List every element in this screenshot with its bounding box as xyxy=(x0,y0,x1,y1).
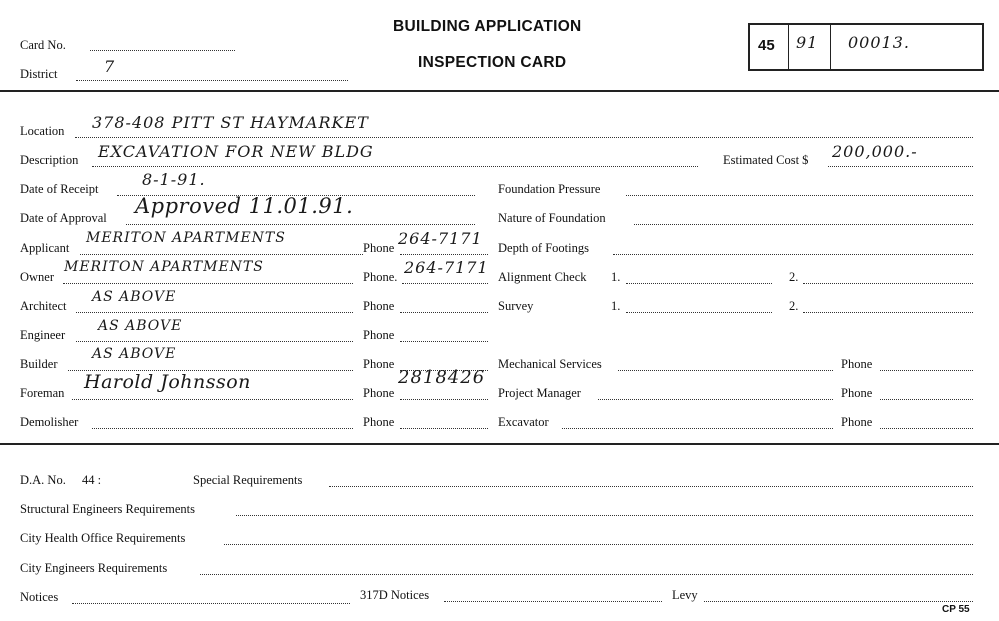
notices-317d-dotted-line xyxy=(444,601,662,602)
city-engineers-requirements-dotted-line xyxy=(200,574,973,575)
da-no-value: 44 : xyxy=(82,473,102,487)
excavator-label: Excavator xyxy=(498,415,549,429)
owner-phone-dotted-line xyxy=(402,283,488,284)
foundation-pressure-dotted-line xyxy=(626,195,973,196)
levy-label: Levy xyxy=(672,588,698,602)
estimated-cost-value: 200,000.- xyxy=(832,142,918,161)
project-manager-dotted-line xyxy=(598,399,833,400)
card-code-divider xyxy=(788,25,789,69)
foreman-label: Foreman xyxy=(20,386,65,400)
special-requirements-dotted-line xyxy=(329,486,973,487)
date-of-approval-label: Date of Approval xyxy=(20,211,107,225)
survey-1-dotted-line xyxy=(626,312,772,313)
excavator-phone-label: Phone xyxy=(841,415,873,429)
section-divider xyxy=(0,443,999,445)
location-dotted-line xyxy=(75,137,973,138)
date-of-receipt-label: Date of Receipt xyxy=(20,182,99,196)
alignment-check-number-2: 2. xyxy=(789,270,799,284)
nature-of-foundation-dotted-line xyxy=(634,224,973,225)
card-code-part3: 00013. xyxy=(848,33,910,52)
special-requirements-label: Special Requirements xyxy=(193,473,303,487)
survey-label: Survey xyxy=(498,299,534,313)
architect-phone-dotted-line xyxy=(400,312,488,313)
title-building-application: BUILDING APPLICATION xyxy=(393,18,582,35)
applicant-label: Applicant xyxy=(20,241,70,255)
description-value: EXCAVATION FOR NEW BLDG xyxy=(98,142,374,161)
owner-phone-value: 264-7171 xyxy=(404,258,489,277)
depth-of-footings-dotted-line xyxy=(613,254,973,255)
excavator-dotted-line xyxy=(562,428,833,429)
demolisher-phone-label: Phone xyxy=(363,415,395,429)
survey-number-1: 1. xyxy=(611,299,621,313)
levy-dotted-line xyxy=(704,601,973,602)
engineer-value: AS ABOVE xyxy=(98,318,183,334)
engineer-label: Engineer xyxy=(20,328,66,342)
section-divider xyxy=(0,90,999,92)
demolisher-label: Demolisher xyxy=(20,415,79,429)
foreman-dotted-line xyxy=(72,399,353,400)
card-code-part2: 91 xyxy=(796,33,819,52)
demolisher-dotted-line xyxy=(92,428,353,429)
card-no-dotted-line xyxy=(90,50,235,51)
architect-value: AS ABOVE xyxy=(92,289,177,305)
district-label: District xyxy=(20,67,58,81)
title-inspection-card: INSPECTION CARD xyxy=(418,54,567,71)
foreman-value: Harold Johnsson xyxy=(84,371,251,393)
description-label: Description xyxy=(20,153,79,167)
health-requirements-dotted-line xyxy=(224,544,973,545)
owner-dotted-line xyxy=(63,283,353,284)
alignment-check-2-dotted-line xyxy=(803,283,973,284)
city-engineers-requirements-label: City Engineers Requirements xyxy=(20,561,168,575)
foreman-phone-value: 2818426 xyxy=(398,367,486,388)
project-manager-label: Project Manager xyxy=(498,386,581,400)
mechanical-services-label: Mechanical Services xyxy=(498,357,602,371)
card-code-divider xyxy=(830,25,831,69)
date-of-approval-dotted-line xyxy=(126,224,475,225)
card-code-part1: 45 xyxy=(758,37,775,54)
builder-phone-label: Phone xyxy=(363,357,395,371)
owner-label: Owner xyxy=(20,270,55,284)
district-value: 7 xyxy=(104,57,116,76)
builder-label: Builder xyxy=(20,357,58,371)
date-of-receipt-value: 8-1-91. xyxy=(142,170,206,189)
estimated-cost-label: Estimated Cost $ xyxy=(723,153,809,167)
estimated-cost-dotted-line xyxy=(828,166,973,167)
form-code: CP 55 xyxy=(942,604,970,615)
applicant-value: MERITON APARTMENTS xyxy=(86,230,286,246)
owner-value: MERITON APARTMENTS xyxy=(64,259,264,275)
card-no-label: Card No. xyxy=(20,38,66,52)
health-requirements-label: City Health Office Requirements xyxy=(20,531,186,545)
survey-2-dotted-line xyxy=(803,312,973,313)
da-no-label: D.A. No. xyxy=(20,473,66,487)
mechanical-services-dotted-line xyxy=(618,370,833,371)
engineer-phone-dotted-line xyxy=(400,341,488,342)
applicant-phone-label: Phone xyxy=(363,241,395,255)
applicant-dotted-line xyxy=(80,254,363,255)
mechanical-services-phone-label: Phone xyxy=(841,357,873,371)
alignment-check-number-1: 1. xyxy=(611,270,621,284)
engineer-dotted-line xyxy=(76,341,353,342)
architect-phone-label: Phone xyxy=(363,299,395,313)
alignment-check-label: Alignment Check xyxy=(498,270,587,284)
applicant-phone-value: 264-7171 xyxy=(398,229,483,248)
demolisher-phone-dotted-line xyxy=(400,428,488,429)
notices-dotted-line xyxy=(72,603,350,604)
notices-label: Notices xyxy=(20,590,59,604)
foreman-phone-label: Phone xyxy=(363,386,395,400)
district-dotted-line xyxy=(76,80,348,81)
survey-number-2: 2. xyxy=(789,299,799,313)
description-dotted-line xyxy=(92,166,698,167)
location-label: Location xyxy=(20,124,65,138)
foundation-pressure-label: Foundation Pressure xyxy=(498,182,601,196)
project-manager-phone-dotted-line xyxy=(880,399,973,400)
nature-of-foundation-label: Nature of Foundation xyxy=(498,211,606,225)
architect-label: Architect xyxy=(20,299,67,313)
location-value: 378-408 PITT ST HAYMARKET xyxy=(92,113,369,132)
foreman-phone-dotted-line xyxy=(400,399,488,400)
mechanical-services-phone-dotted-line xyxy=(880,370,973,371)
project-manager-phone-label: Phone xyxy=(841,386,873,400)
structural-requirements-label: Structural Engineers Requirements xyxy=(20,502,195,516)
engineer-phone-label: Phone xyxy=(363,328,395,342)
applicant-phone-dotted-line xyxy=(400,254,488,255)
builder-value: AS ABOVE xyxy=(92,346,177,362)
excavator-phone-dotted-line xyxy=(880,428,973,429)
notices-317d-label: 317D Notices xyxy=(360,588,430,602)
depth-of-footings-label: Depth of Footings xyxy=(498,241,589,255)
date-of-approval-value: Approved 11.01.91. xyxy=(135,194,354,218)
architect-dotted-line xyxy=(76,312,353,313)
owner-phone-label: Phone. xyxy=(363,270,398,284)
alignment-check-1-dotted-line xyxy=(626,283,772,284)
structural-requirements-dotted-line xyxy=(236,515,973,516)
